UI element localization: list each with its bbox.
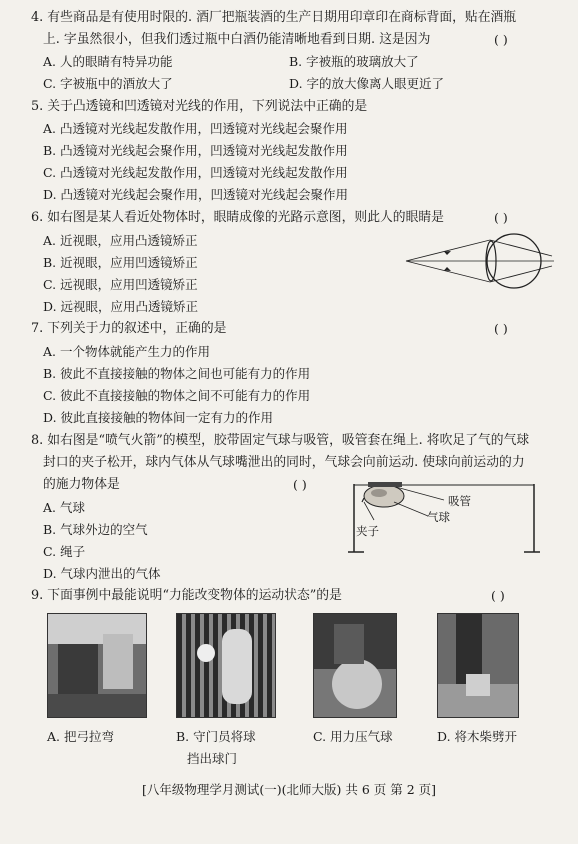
photo-archer-bow	[47, 613, 147, 718]
q4-stem-line1: 4. 有些商品是有使用时限的. 酒厂把瓶装酒的生产日期用印章印在商标背面，贴在酒瓶	[31, 10, 517, 25]
photo-split-wood	[437, 613, 519, 718]
q8-option-a: A. 气球	[43, 500, 85, 515]
eye-lightpath-diagram	[404, 228, 556, 294]
q7-stem: 7. 下列关于力的叙述中，正确的是	[31, 321, 227, 336]
q6-option-a: A. 近视眼，应用凸透镜矫正	[43, 233, 198, 248]
q4-option-d: D. 字的放大像离人眼更近了	[289, 76, 445, 91]
q6-stem: 6. 如右图是某人看近处物体时，眼睛成像的光路示意图，则此人的眼睛是	[31, 210, 444, 225]
q5-option-b: B. 凸透镜对光线起会聚作用，凹透镜对光线起发散作用	[43, 143, 348, 158]
q8-stem-line1: 8. 如右图是“喷气火箭”的模型，胶带固定气球与吸管，吸管套在绳上. 将吹足了气的气球	[31, 433, 530, 448]
q8-stem-line3: 的施力物体是	[43, 477, 120, 492]
photo-goalkeeper-save	[176, 613, 276, 718]
q9-option-c: C. 用力压气球	[313, 729, 393, 744]
q4-stem-line2: 上. 字虽然很小，但我们透过瓶中白酒仍能清晰地看到日期. 这是因为	[43, 32, 431, 47]
q8-answer-paren: ( )	[293, 477, 307, 492]
q7-option-a: A. 一个物体就能产生力的作用	[43, 344, 210, 359]
q8-option-b: B. 气球外边的空气	[43, 522, 148, 537]
q9-option-a: A. 把弓拉弯	[47, 729, 114, 744]
q7-answer-paren: ( )	[494, 321, 508, 336]
q9-stem: 9. 下面事例中最能说明“力能改变物体的运动状态”的是	[31, 588, 342, 603]
q4-option-b: B. 字被瓶的玻璃放大了	[289, 54, 419, 69]
q7-option-c: C. 彼此不直接接触的物体之间不可能有力的作用	[43, 388, 311, 403]
label-straw: 吸管	[448, 494, 471, 508]
q6-option-c: C. 远视眼，应用凹透镜矫正	[43, 277, 198, 292]
q9-option-d: D. 将木柴劈开	[437, 729, 518, 744]
q5-stem: 5. 关于凸透镜和凹透镜对光线的作用，下列说法中正确的是	[31, 99, 368, 114]
label-balloon: 气球	[427, 510, 450, 524]
q8-option-c: C. 绳子	[43, 544, 86, 559]
q5-option-a: A. 凸透镜对光线起发散作用，凹透镜对光线起会聚作用	[43, 121, 348, 136]
photo-press-balloon	[313, 613, 397, 718]
q6-answer-paren: ( )	[494, 210, 508, 225]
q8-option-d: D. 气球内泄出的气体	[43, 566, 161, 581]
q4-option-c: C. 字被瓶中的酒放大了	[43, 76, 173, 91]
q9-option-b-line1: B. 守门员将球	[176, 729, 256, 744]
q4-answer-paren: ( )	[494, 32, 508, 47]
q5-option-c: C. 凸透镜对光线起发散作用，凹透镜对光线起发散作用	[43, 165, 348, 180]
q7-option-d: D. 彼此直接接触的物体间一定有力的作用	[43, 410, 274, 425]
q6-option-d: D. 远视眼，应用凸透镜矫正	[43, 299, 199, 314]
q4-option-a: A. 人的眼睛有特异功能	[43, 54, 173, 69]
q6-option-b: B. 近视眼，应用凹透镜矫正	[43, 255, 198, 270]
label-clip: 夹子	[356, 524, 379, 538]
q9-answer-paren: ( )	[491, 588, 505, 603]
q7-option-b: B. 彼此不直接接触的物体之间也可能有力的作用	[43, 366, 311, 381]
page-footer: [八年级物理学月测试(一)(北师大版) 共 6 页 第 2 页]	[141, 782, 436, 797]
q5-option-d: D. 凸透镜对光线起会聚作用，凹透镜对光线起会聚作用	[43, 187, 349, 202]
q9-option-b-line2: 挡出球门	[187, 751, 238, 766]
q8-stem-line2: 封口的夹子松开，球内气体从气球嘴泄出的同时，气球会向前运动. 使球向前运动的力	[43, 455, 525, 470]
